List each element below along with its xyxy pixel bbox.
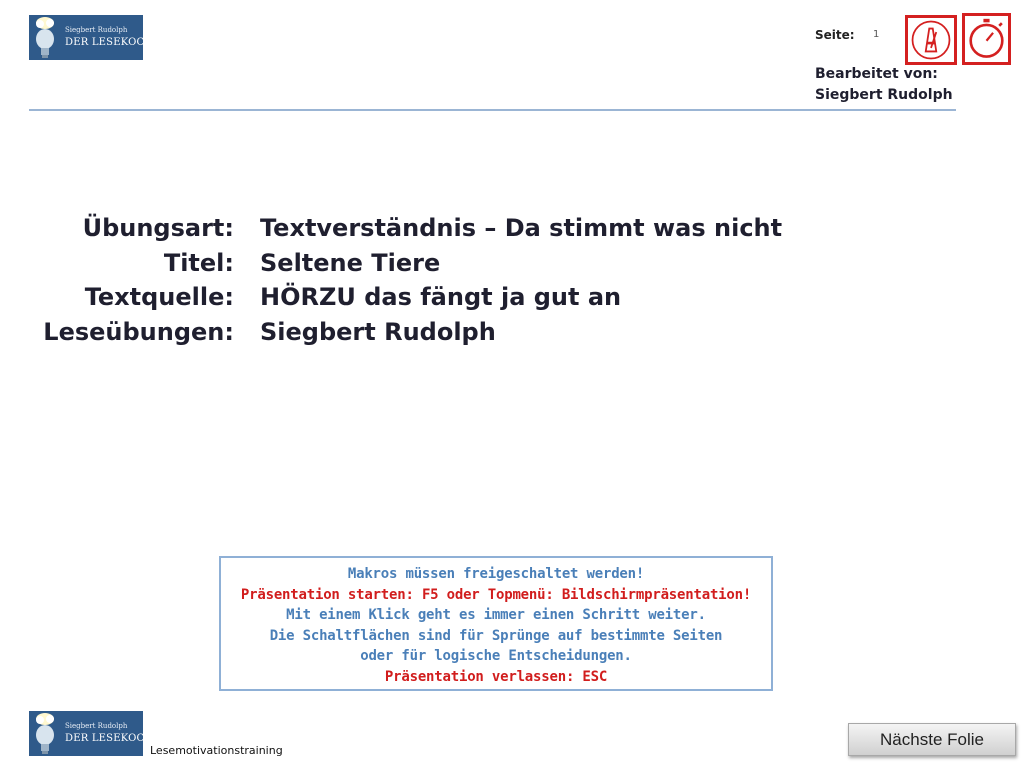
footer-label: Lesemotivationstraining — [150, 744, 283, 757]
next-slide-button[interactable]: Nächste Folie — [848, 723, 1016, 756]
page-label: Seite: — [815, 28, 855, 42]
lesekoch-logo — [29, 15, 154, 60]
text-source-label: Textquelle: — [84, 283, 234, 311]
logo-title: DER LESEKOCH — [65, 37, 154, 48]
logo-author: Siegbert Rudolph — [65, 722, 128, 730]
text-source-value: HÖRZU das fängt ja gut an — [260, 283, 622, 311]
exercise-type-label: Übungsart: — [82, 214, 234, 242]
logo-author: Siegbert Rudolph — [65, 26, 128, 34]
lightbulb-chef-icon — [31, 15, 67, 60]
reading-exercises-value: Siegbert Rudolph — [260, 317, 496, 346]
notice-decisions: oder für logische Entscheidungen. — [360, 648, 632, 664]
logo-title: DER LESEKOCH — [65, 733, 154, 744]
reading-exercises-label: Leseübungen: — [43, 317, 234, 346]
instructions-box — [219, 556, 773, 691]
notice-start: Präsentation starten: F5 oder Topmenü: Bildschirmpräsentation! — [240, 586, 752, 603]
notice-exit: Präsentation verlassen: ESC — [384, 668, 608, 685]
notice-macros: Makros müssen freigeschaltet werden! — [347, 566, 645, 582]
metronome-icon — [908, 18, 954, 62]
metronome-button[interactable] — [905, 15, 957, 65]
editor-label: Bearbeitet von: — [815, 66, 938, 82]
stopwatch-button[interactable] — [962, 13, 1011, 65]
title-value: Seltene Tiere — [260, 248, 441, 277]
editor-name: Siegbert Rudolph — [815, 87, 953, 103]
notice-buttons: Die Schaltflächen sind für Sprünge auf bestimmte Seiten — [269, 627, 723, 644]
lightbulb-chef-icon — [31, 711, 67, 756]
footer-logo — [29, 711, 154, 756]
info-values — [260, 211, 782, 349]
exercise-type-value: Textverständnis – Da stimmt was nicht — [260, 214, 783, 242]
header-divider — [29, 109, 956, 111]
stopwatch-icon — [965, 16, 1008, 62]
page-number: 1 — [873, 29, 880, 40]
title-label: Titel: — [163, 248, 234, 277]
notice-click: Mit einem Klick geht es immer einen Schritt weiter. — [286, 607, 706, 623]
info-labels — [43, 211, 234, 349]
